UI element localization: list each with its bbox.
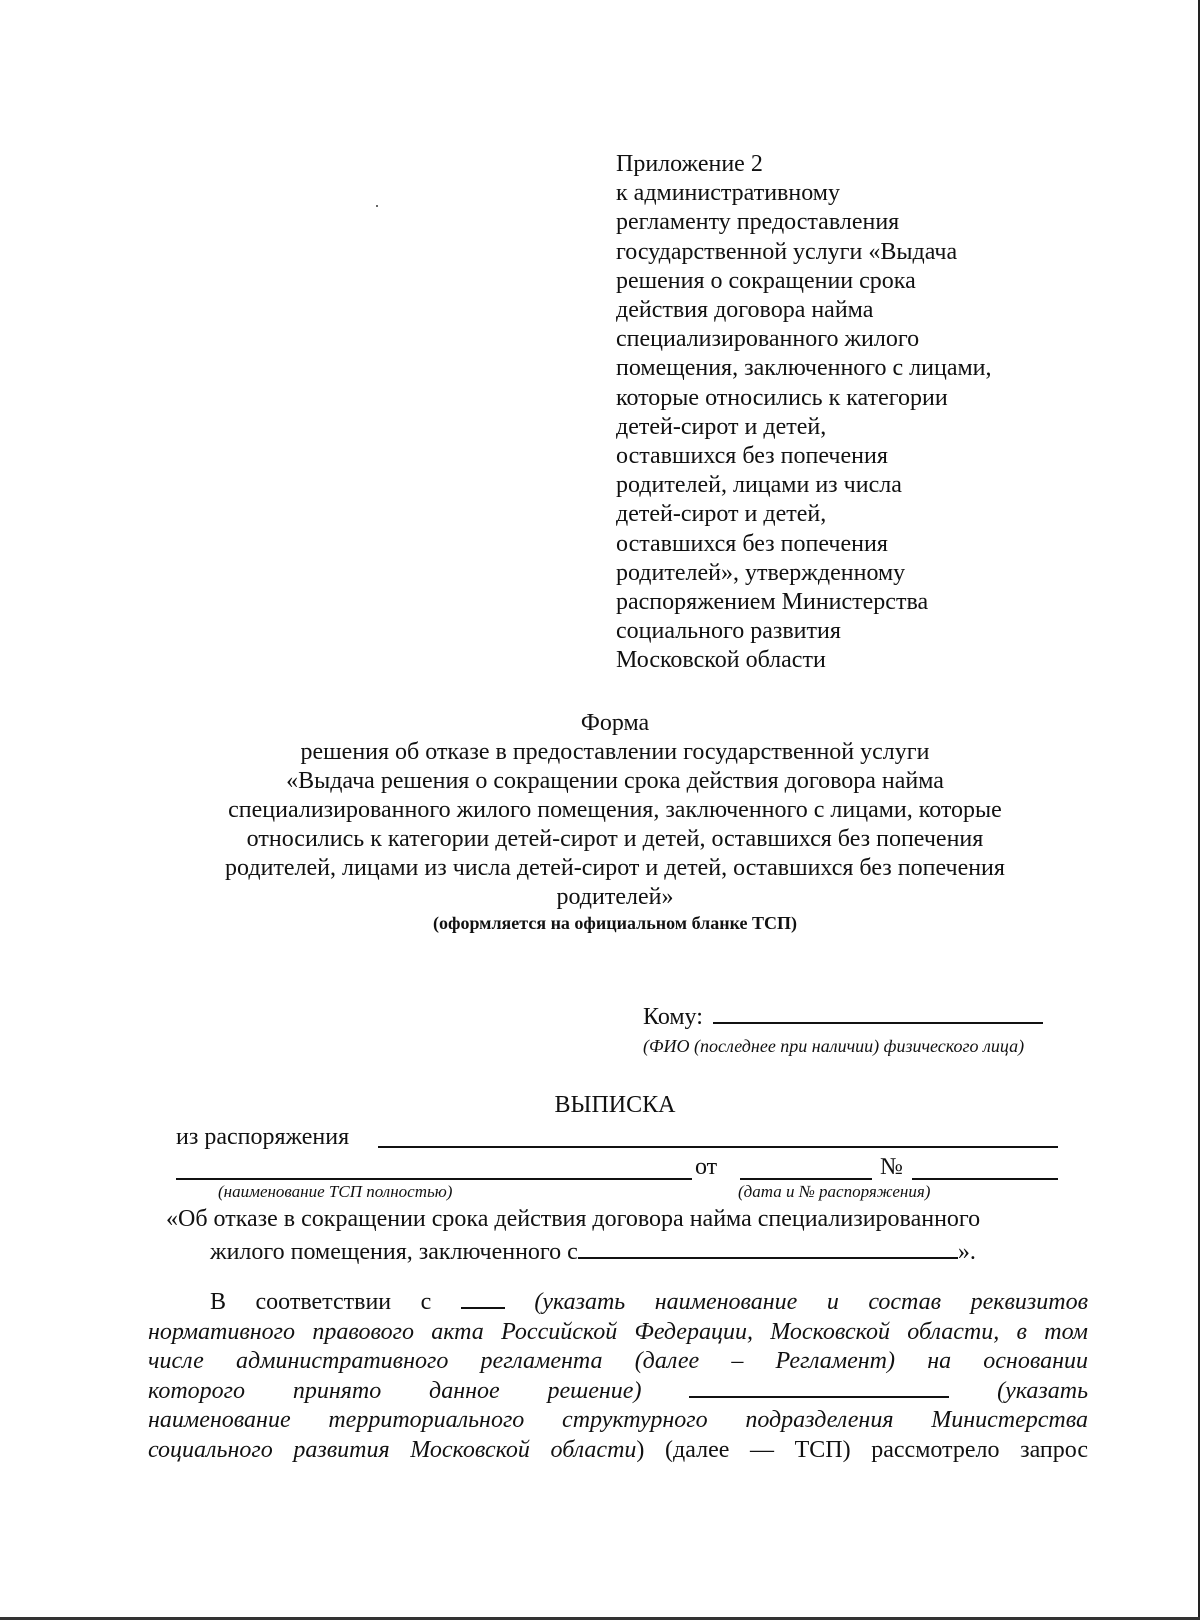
body-line-1a: В соответствии с (210, 1289, 432, 1315)
appendix-header (616, 150, 1096, 676)
recipient-name-field[interactable] (713, 1000, 1043, 1024)
order-number-field[interactable] (912, 1178, 1058, 1180)
appendix-line: Московской области (616, 647, 826, 674)
scan-speck (376, 205, 378, 207)
order-number-label: № (880, 1154, 903, 1180)
extract-title: ВЫПИСКА (554, 1092, 676, 1118)
appendix-line: решения о сокращении срока (616, 267, 916, 294)
body-line-6b: ) (далее — ТСП) рассмотрело запрос (636, 1436, 1088, 1463)
body-line-6 (148, 1436, 1088, 1466)
subject-line-2-prefix: жилого помещения, заключенного с (210, 1239, 578, 1265)
appendix-line: Приложение 2 (616, 151, 763, 177)
appendix-line: социального развития (616, 618, 841, 645)
appendix-line: регламенту предоставления (616, 209, 900, 236)
date-from-label: от (695, 1154, 718, 1180)
from-order-label: из распоряжения (176, 1124, 350, 1150)
subject-line-2 (210, 1235, 976, 1267)
subject-line-2-suffix: ». (957, 1239, 976, 1265)
form-description-line: специализированного жилого помещения, заключенного с лицами, которые (228, 797, 1002, 823)
appendix-line: специализированного жилого (616, 326, 920, 353)
body-line-1 (148, 1288, 1088, 1318)
tsp-name-field-2[interactable] (176, 1178, 692, 1180)
form-note: (оформляется на официальном бланке ТСП) (433, 913, 797, 933)
recipient-row (643, 1000, 1043, 1032)
appendix-line: оставшихся без попечения (616, 530, 888, 557)
appendix-line: к административному (616, 180, 840, 207)
appendix-line: действия договора найма (616, 297, 874, 324)
form-description-line: «Выдача решения о сокращении срока действия договора найма (286, 768, 944, 794)
appendix-line: детей-сирот и детей, (616, 501, 827, 528)
form-description-line: родителей» (556, 884, 674, 910)
body-line-5: наименование территориального структурного подразделения Министерства (148, 1407, 1088, 1433)
form-description (150, 738, 1080, 912)
form-description-line: решения об отказе в предоставлении государственной услуги (300, 739, 930, 765)
order-date-field[interactable] (740, 1178, 872, 1180)
body-line-6a: социального развития Московской области (148, 1436, 637, 1463)
appendix-line: государственной услуги «Выдача (616, 238, 958, 265)
tsp-field[interactable] (689, 1378, 949, 1398)
order-date-hint: (дата и № распоряжения) (738, 1182, 931, 1201)
body-line-3: числе административного регламента (далее – Регламент) на основании (148, 1348, 1088, 1374)
appendix-line: помещения, заключенного с лицами, (616, 355, 992, 382)
body-line-4b: (указать (997, 1377, 1089, 1404)
recipient-hint: (ФИО (последнее при наличии) физического лица) (643, 1036, 1025, 1056)
tsp-name-hint: (наименование ТСП полностью) (218, 1182, 453, 1201)
recipient-label: Кому: (643, 1004, 703, 1030)
appendix-line: родителей», утвержденному (616, 559, 906, 586)
body-line-4 (148, 1377, 1088, 1407)
form-description-line: относились к категории детей-сирот и детей, оставшихся без попечения (246, 826, 984, 852)
body-line-2: нормативного правового акта Российской Федерации, Московской области, в том (148, 1318, 1088, 1345)
appendix-line: оставшихся без попечения (616, 443, 888, 470)
body-paragraph (148, 1288, 1088, 1465)
subject-line-1: «Об отказе в сокращении срока действия договора найма специализированного (166, 1206, 981, 1232)
body-line-1b: (указать наименование и состав реквизитов (534, 1289, 1089, 1315)
form-title: Форма (580, 710, 650, 736)
appendix-line: детей-сирот и детей, (616, 413, 827, 440)
legal-act-field[interactable] (461, 1289, 505, 1309)
appendix-line: которые относились к категории (616, 384, 948, 411)
tsp-name-field-1[interactable] (378, 1146, 1058, 1148)
contract-party-field[interactable] (578, 1235, 958, 1259)
appendix-line: распоряжением Министерства (616, 589, 929, 616)
form-description-line: родителей, лицами из числа детей-сирот и детей, оставшихся без попечения (225, 855, 1005, 881)
appendix-line: родителей, лицами из числа (616, 472, 902, 499)
body-line-4a: которого принято данное решение) (148, 1377, 642, 1404)
